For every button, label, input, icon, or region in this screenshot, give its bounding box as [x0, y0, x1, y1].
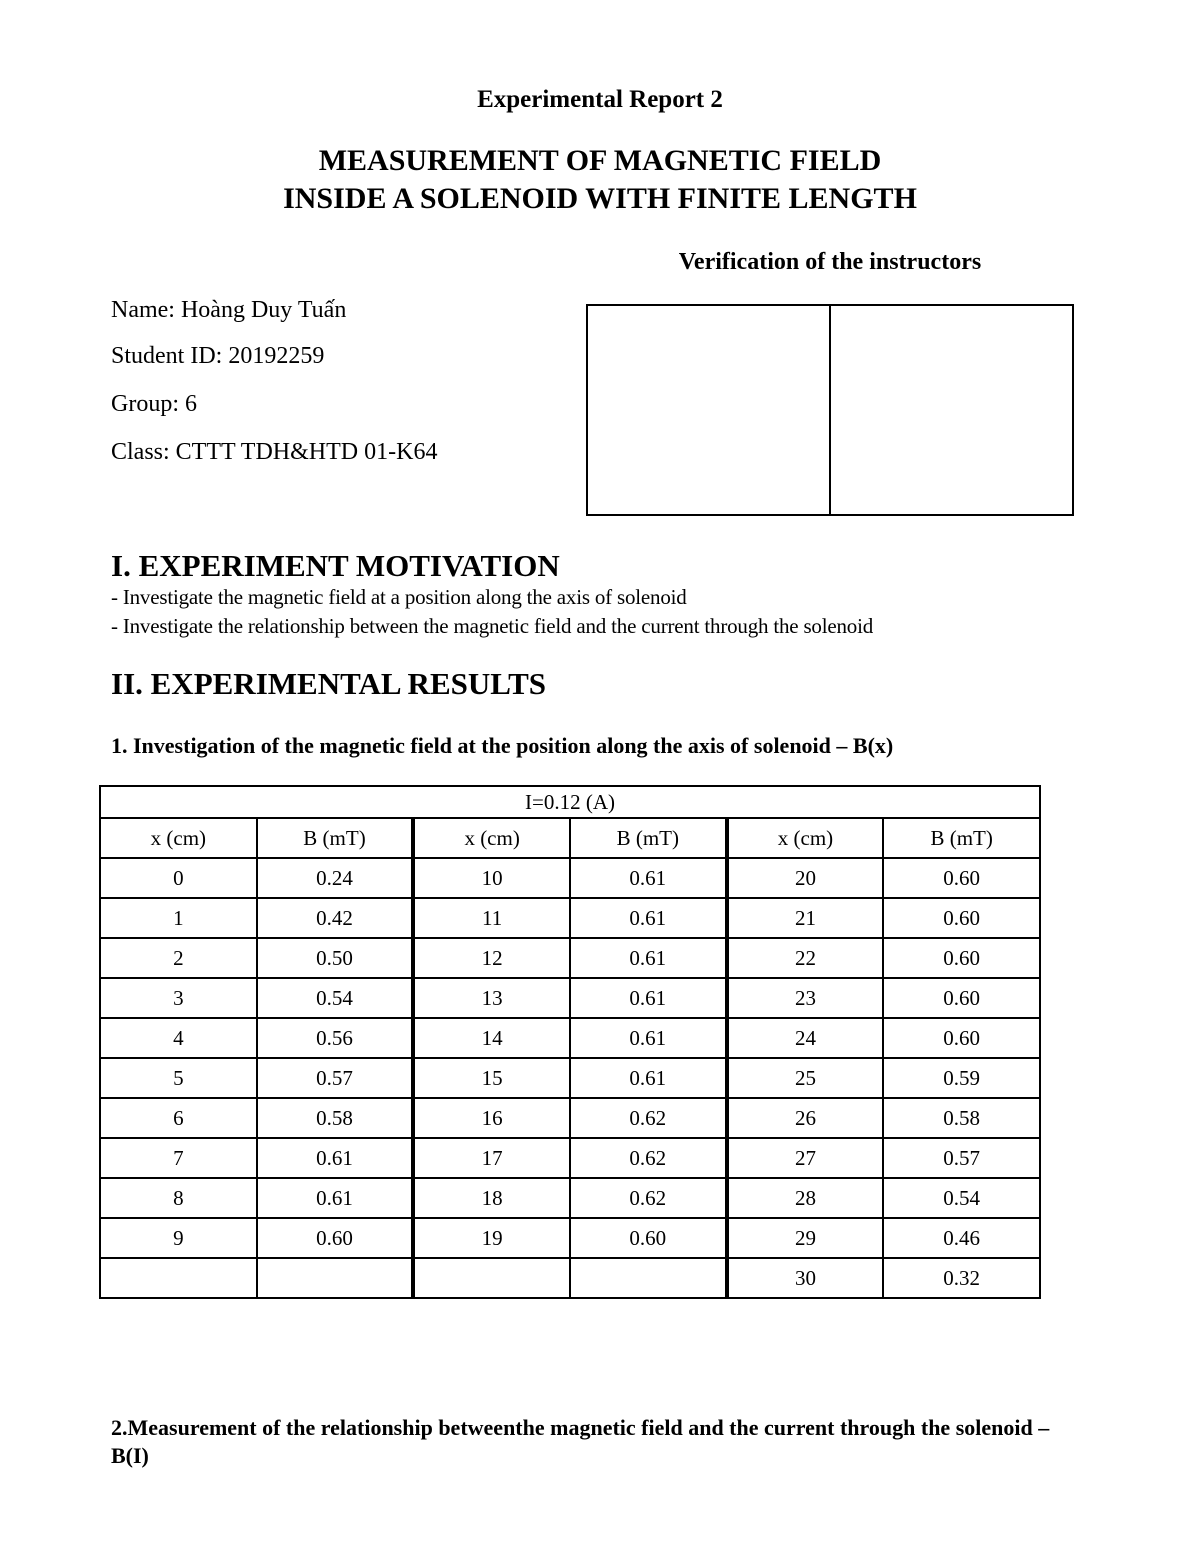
col-header: B (mT) [570, 818, 727, 858]
verification-title: Verification of the instructors [678, 249, 982, 275]
table-caption: I=0.12 (A) [100, 786, 1040, 818]
col-header: x (cm) [727, 818, 884, 858]
student-id: Student ID: 20192259 [111, 343, 325, 369]
cell-x-cm: 1 [100, 898, 257, 938]
cell-b-mt: 0.54 [257, 978, 414, 1018]
table-body [100, 858, 1040, 1298]
cell-b-mt: 0.42 [257, 898, 414, 938]
table-row [100, 978, 1040, 1018]
cell-b-mt: 0.60 [883, 898, 1040, 938]
cell-x-cm: 26 [727, 1098, 884, 1138]
table-row [100, 1018, 1040, 1058]
table-header-row [100, 818, 1040, 858]
cell-b-mt: 0.60 [883, 978, 1040, 1018]
cell-b-mt: 0.61 [570, 858, 727, 898]
table-row [100, 1178, 1040, 1218]
cell-b-mt: 0.54 [883, 1178, 1040, 1218]
cell-x-cm: 9 [100, 1218, 257, 1258]
title-line-1: MEASUREMENT OF MAGNETIC FIELD [318, 144, 882, 177]
cell-b-mt: 0.61 [570, 898, 727, 938]
cell-b-mt: 0.60 [883, 938, 1040, 978]
table-row [100, 1138, 1040, 1178]
cell-x-cm: 20 [727, 858, 884, 898]
cell-b-mt: 0.61 [570, 978, 727, 1018]
cell-b-mt: 0.58 [257, 1098, 414, 1138]
cell-x-cm: 22 [727, 938, 884, 978]
section1-heading: I. EXPERIMENT MOTIVATION [111, 548, 560, 583]
cell-b-mt: 0.58 [883, 1098, 1040, 1138]
cell-b-mt: 0.62 [570, 1138, 727, 1178]
verification-box [586, 304, 1074, 516]
cell-x-cm: 10 [413, 858, 570, 898]
cell-x-cm: 23 [727, 978, 884, 1018]
cell-b-mt [257, 1258, 414, 1298]
cell-b-mt: 0.62 [570, 1098, 727, 1138]
cell-x-cm: 19 [413, 1218, 570, 1258]
student-name: Name: Hoàng Duy Tuấn [111, 297, 347, 323]
cell-x-cm: 15 [413, 1058, 570, 1098]
cell-b-mt: 0.61 [257, 1178, 414, 1218]
table-row [100, 1058, 1040, 1098]
student-group: Group: 6 [111, 391, 197, 417]
col-header: x (cm) [100, 818, 257, 858]
title-line-2: INSIDE A SOLENOID WITH FINITE LENGTH [283, 182, 917, 215]
verification-cell-right [829, 306, 1072, 514]
cell-b-mt: 0.46 [883, 1218, 1040, 1258]
cell-b-mt: 0.61 [570, 1058, 727, 1098]
cell-x-cm [413, 1258, 570, 1298]
cell-x-cm: 13 [413, 978, 570, 1018]
section2-heading: II. EXPERIMENTAL RESULTS [111, 666, 546, 701]
cell-b-mt: 0.61 [570, 1018, 727, 1058]
table-row [100, 1098, 1040, 1138]
table-row [100, 1258, 1040, 1298]
cell-x-cm: 6 [100, 1098, 257, 1138]
cell-b-mt: 0.60 [570, 1218, 727, 1258]
cell-x-cm: 0 [100, 858, 257, 898]
table-row [100, 1218, 1040, 1258]
cell-x-cm: 21 [727, 898, 884, 938]
motivation-bullet-2: - Investigate the relationship between the magnetic field and the current through the solenoid [111, 614, 874, 638]
cell-b-mt: 0.60 [883, 1018, 1040, 1058]
cell-b-mt: 0.61 [570, 938, 727, 978]
cell-x-cm: 7 [100, 1138, 257, 1178]
cell-b-mt: 0.50 [257, 938, 414, 978]
cell-x-cm: 3 [100, 978, 257, 1018]
col-header: B (mT) [883, 818, 1040, 858]
cell-b-mt: 0.61 [257, 1138, 414, 1178]
subsection1-heading: 1. Investigation of the magnetic field at the position along the axis of solenoid – B(x) [111, 733, 894, 758]
cell-b-mt: 0.60 [257, 1218, 414, 1258]
table-row [100, 938, 1040, 978]
verification-cell-left [588, 306, 829, 514]
cell-x-cm: 17 [413, 1138, 570, 1178]
cell-x-cm: 28 [727, 1178, 884, 1218]
cell-b-mt [570, 1258, 727, 1298]
cell-b-mt: 0.59 [883, 1058, 1040, 1098]
col-header: B (mT) [257, 818, 414, 858]
cell-x-cm: 2 [100, 938, 257, 978]
cell-x-cm: 24 [727, 1018, 884, 1058]
cell-x-cm: 30 [727, 1258, 884, 1298]
motivation-bullet-1: - Investigate the magnetic field at a position along the axis of solenoid [111, 585, 687, 609]
subsection2-heading: 2.Measurement of the relationship betweenthe magnetic field and the current through the solenoid – B(I) [111, 1415, 1050, 1468]
student-class: Class: CTTT TDH&HTD 01-K64 [111, 439, 438, 465]
cell-b-mt: 0.60 [883, 858, 1040, 898]
document-title [0, 142, 1200, 218]
cell-x-cm: 18 [413, 1178, 570, 1218]
cell-b-mt: 0.32 [883, 1258, 1040, 1298]
cell-x-cm: 12 [413, 938, 570, 978]
cell-x-cm: 16 [413, 1098, 570, 1138]
cell-x-cm: 29 [727, 1218, 884, 1258]
col-header: x (cm) [413, 818, 570, 858]
cell-x-cm: 11 [413, 898, 570, 938]
cell-x-cm: 5 [100, 1058, 257, 1098]
cell-b-mt: 0.56 [257, 1018, 414, 1058]
cell-x-cm: 8 [100, 1178, 257, 1218]
cell-x-cm: 25 [727, 1058, 884, 1098]
cell-x-cm: 4 [100, 1018, 257, 1058]
table-row [100, 898, 1040, 938]
cell-b-mt: 0.57 [257, 1058, 414, 1098]
cell-x-cm: 27 [727, 1138, 884, 1178]
cell-x-cm [100, 1258, 257, 1298]
cell-b-mt: 0.62 [570, 1178, 727, 1218]
cell-b-mt: 0.57 [883, 1138, 1040, 1178]
cell-b-mt: 0.24 [257, 858, 414, 898]
cell-x-cm: 14 [413, 1018, 570, 1058]
measurement-table [99, 785, 1041, 1299]
report-label: Experimental Report 2 [477, 86, 723, 113]
table-row [100, 858, 1040, 898]
